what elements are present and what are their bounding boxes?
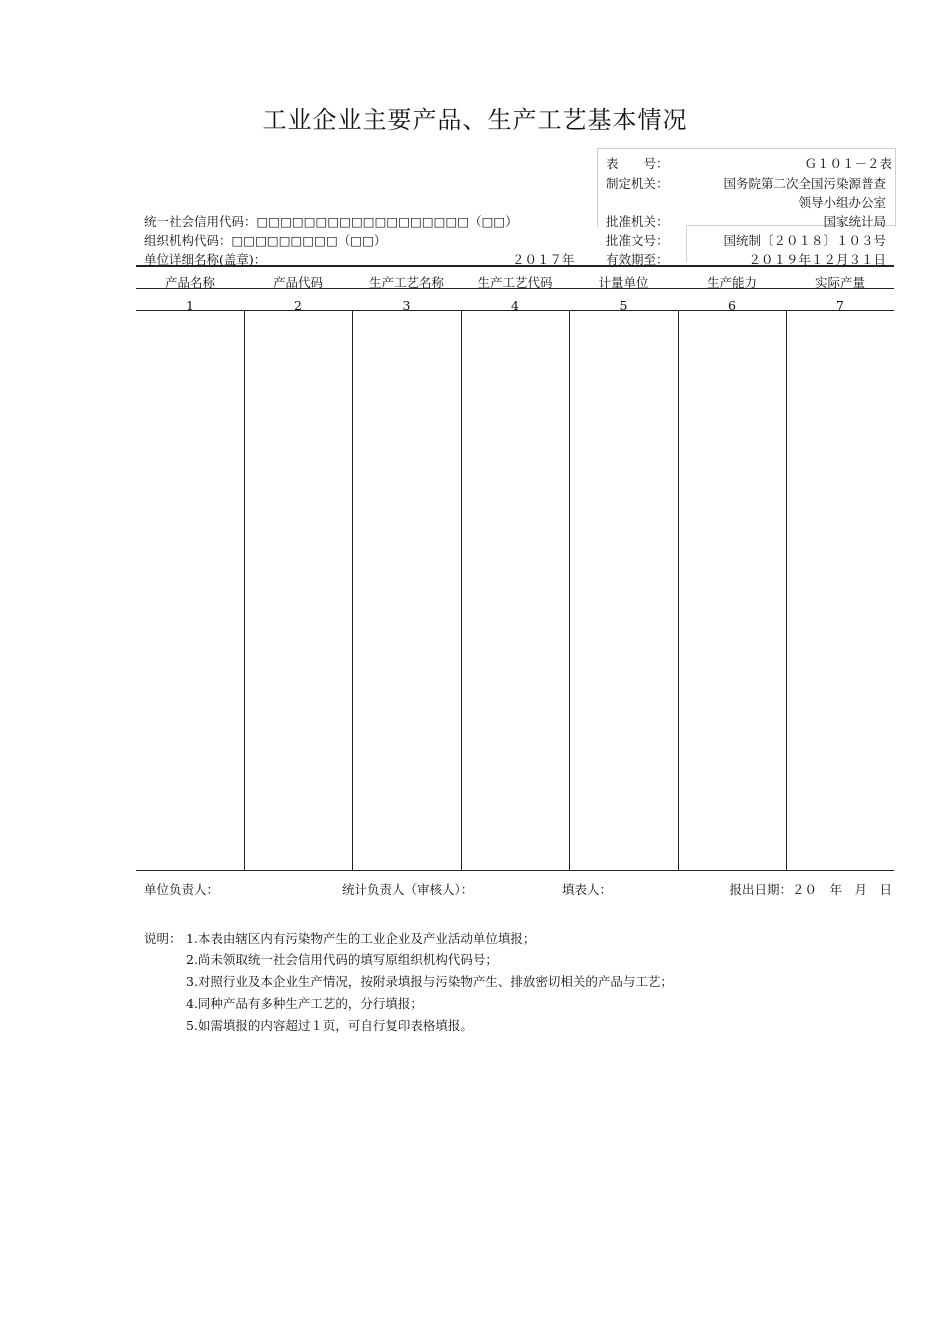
report-year: ２０１７年 <box>512 252 575 267</box>
column-divider <box>569 310 570 870</box>
approver-label: 批准机关： <box>606 214 669 229</box>
column-number: 3 <box>402 298 411 313</box>
column-header-process-code: 生产工艺代码 <box>477 275 553 290</box>
note-item: 1.本表由辖区内有污染物产生的工业企业及产业活动单位填报； <box>186 931 536 946</box>
page-title: 工业企业主要产品、生产工艺基本情况 <box>262 106 688 134</box>
filler-label: 填表人： <box>562 882 613 897</box>
note-item: 5.如需填报的内容超过１页，可自行复印表格填报。 <box>186 1018 473 1033</box>
column-header-process-name: 生产工艺名称 <box>368 275 444 290</box>
column-number: 1 <box>186 298 194 313</box>
report-date-label: 报出日期：２０ 年 月 日 <box>729 882 892 897</box>
column-header-unit: 计量单位 <box>598 275 649 290</box>
unit-name-field: 单位详细名称(盖章)： <box>144 252 267 267</box>
column-number: 2 <box>294 298 302 313</box>
column-header-product-name: 产品名称 <box>164 275 215 290</box>
column-divider <box>786 310 787 870</box>
unit-head-label: 单位负责人： <box>144 882 220 897</box>
issuer-value-line1: 国务院第二次全国污染源普查 <box>723 176 886 191</box>
column-divider <box>461 310 462 870</box>
form-no-value: Ｇ１０１－２表 <box>804 156 892 171</box>
credit-code-field: 统一社会信用代码：□□□□□□□□□□□□□□□□□□（□□） <box>144 214 518 229</box>
column-number: 5 <box>619 298 628 313</box>
approver-value: 国家统计局 <box>823 214 886 229</box>
column-header-actual-output: 实际产量 <box>814 275 865 290</box>
note-item: 3.对照行业及本企业生产情况，按附录填报与污染物产生、排放密切相关的产品与工艺； <box>186 974 673 989</box>
note-item: 2.尚未领取统一社会信用代码的填写原组织机构代码号； <box>186 952 498 967</box>
column-header-product-code: 产品代码 <box>272 275 323 290</box>
column-number: 6 <box>728 298 736 313</box>
notes-prefix: 说明： <box>144 931 182 946</box>
column-number: 7 <box>836 298 844 313</box>
table-top-border <box>136 265 894 267</box>
column-divider <box>352 310 353 870</box>
org-code-field: 组织机构代码：□□□□□□□□□（□□） <box>144 233 387 248</box>
form-no-label: 表 号： <box>606 156 669 171</box>
valid-until-label: 有效期至： <box>606 252 669 267</box>
issuer-label: 制定机关： <box>606 176 669 191</box>
valid-until-value: ２０１９年１２月３１日 <box>748 252 886 267</box>
issuer-value-line2: 领导小组办公室 <box>798 195 886 210</box>
approval-no-label: 批准文号： <box>606 233 669 248</box>
column-header-capacity: 生产能力 <box>706 275 757 290</box>
table-bottom-border <box>136 870 894 871</box>
note-item: 4.同种产品有多种生产工艺的，分行填报； <box>186 996 423 1011</box>
column-divider <box>244 310 245 870</box>
approval-no-value: 国统制〔２０１８〕１０３号 <box>723 233 886 248</box>
column-divider <box>678 310 679 870</box>
column-number: 4 <box>511 298 519 313</box>
stat-head-label: 统计负责人（审核人）： <box>342 882 474 897</box>
